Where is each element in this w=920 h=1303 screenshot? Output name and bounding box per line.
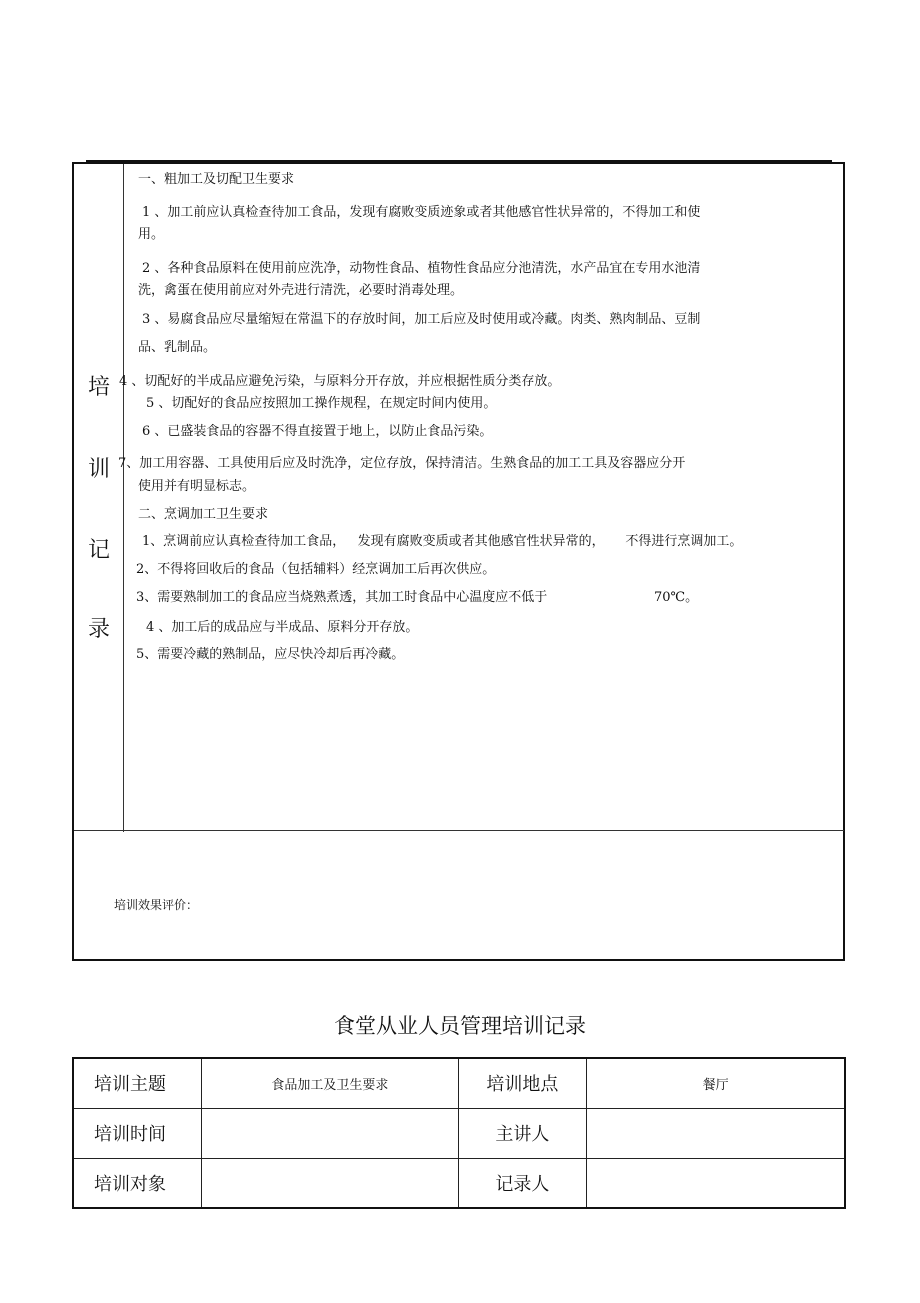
label-audience: 培训对象 bbox=[73, 1158, 202, 1208]
value-time[interactable] bbox=[202, 1108, 458, 1158]
rule-line: 1 、加工前应认真检查待加工食品，发现有腐败变质迹象或者其他感官性状异常的，不得加工和使 bbox=[142, 205, 701, 220]
training-info-table bbox=[72, 1057, 846, 1209]
value-audience[interactable] bbox=[202, 1158, 458, 1208]
rule-line: 2 、各种食品原料在使用前应洗净，动物性食品、植物性食品应分池清洗，水产品宜在专用水池清 bbox=[142, 261, 701, 276]
table-row bbox=[73, 1108, 845, 1158]
value-speaker[interactable] bbox=[587, 1108, 845, 1158]
section-heading-2: 二、烹调加工卫生要求 bbox=[138, 507, 269, 522]
table-row bbox=[73, 1158, 845, 1208]
evaluation-divider bbox=[74, 830, 844, 831]
side-label-char-4: 录 bbox=[88, 617, 111, 642]
rule-line: 用。 bbox=[138, 227, 165, 242]
column-divider bbox=[123, 164, 124, 832]
value-location[interactable]: 餐厅 bbox=[587, 1058, 845, 1108]
temperature-value: 70℃。 bbox=[654, 590, 699, 605]
rule-line: 4 、加工后的成品应与半成品、原料分开存放。 bbox=[146, 620, 419, 635]
label-time: 培训时间 bbox=[73, 1108, 202, 1158]
section-heading-1: 一、粗加工及切配卫生要求 bbox=[138, 172, 295, 187]
label-location: 培训地点 bbox=[458, 1058, 587, 1108]
label-topic: 培训主题 bbox=[73, 1058, 202, 1108]
form-title: 食堂从业人员管理培训记录 bbox=[334, 1014, 586, 1038]
rule-line: 3 、易腐食品应尽量缩短在常温下的存放时间，加工后应及时使用或冷藏。肉类、熟肉制品、豆制 bbox=[142, 312, 701, 327]
side-label-char-2: 训 bbox=[88, 457, 111, 482]
evaluation-label: 培训效果评价： bbox=[114, 898, 199, 912]
label-speaker: 主讲人 bbox=[458, 1108, 587, 1158]
rule-line: 3、需要熟制加工的食品应当烧熟煮透，其加工时食品中心温度应不低于 bbox=[136, 590, 548, 605]
rule-line: 使用并有明显标志。 bbox=[138, 479, 256, 494]
rule-line: 5 、切配好的食品应按照加工操作规程，在规定时间内使用。 bbox=[146, 396, 497, 411]
rule-line: 1、烹调前应认真检查待加工食品， 发现有腐败变质或者其他感官性状异常的， 不得进行烹调加工。 bbox=[142, 534, 743, 549]
table-row bbox=[73, 1058, 845, 1108]
rule-line: 7、加工用容器、工具使用后应及时洗净，定位存放，保持清洁。生熟食品的加工工具及容器应分开 bbox=[118, 456, 686, 471]
rule-line: 5、需要冷藏的熟制品，应尽快冷却后再冷藏。 bbox=[136, 647, 405, 662]
rule-line: 4 、切配好的半成品应避免污染，与原料分开存放，并应根据性质分类存放。 bbox=[119, 374, 561, 389]
side-label-char-1: 培 bbox=[88, 375, 111, 400]
rule-line: 2、不得将回收后的食品（包括辅料）经烹调加工后再次供应。 bbox=[136, 562, 496, 577]
label-recorder: 记录人 bbox=[458, 1158, 587, 1208]
rule-line: 6 、已盛装食品的容器不得直接置于地上，以防止食品污染。 bbox=[142, 424, 493, 439]
rule-line: 品、乳制品。 bbox=[138, 340, 217, 355]
value-topic[interactable]: 食品加工及卫生要求 bbox=[202, 1058, 458, 1108]
side-label-char-3: 记 bbox=[88, 538, 111, 563]
value-recorder[interactable] bbox=[587, 1158, 845, 1208]
rule-line: 洗，禽蛋在使用前应对外壳进行清洗，必要时消毒处理。 bbox=[138, 283, 464, 298]
